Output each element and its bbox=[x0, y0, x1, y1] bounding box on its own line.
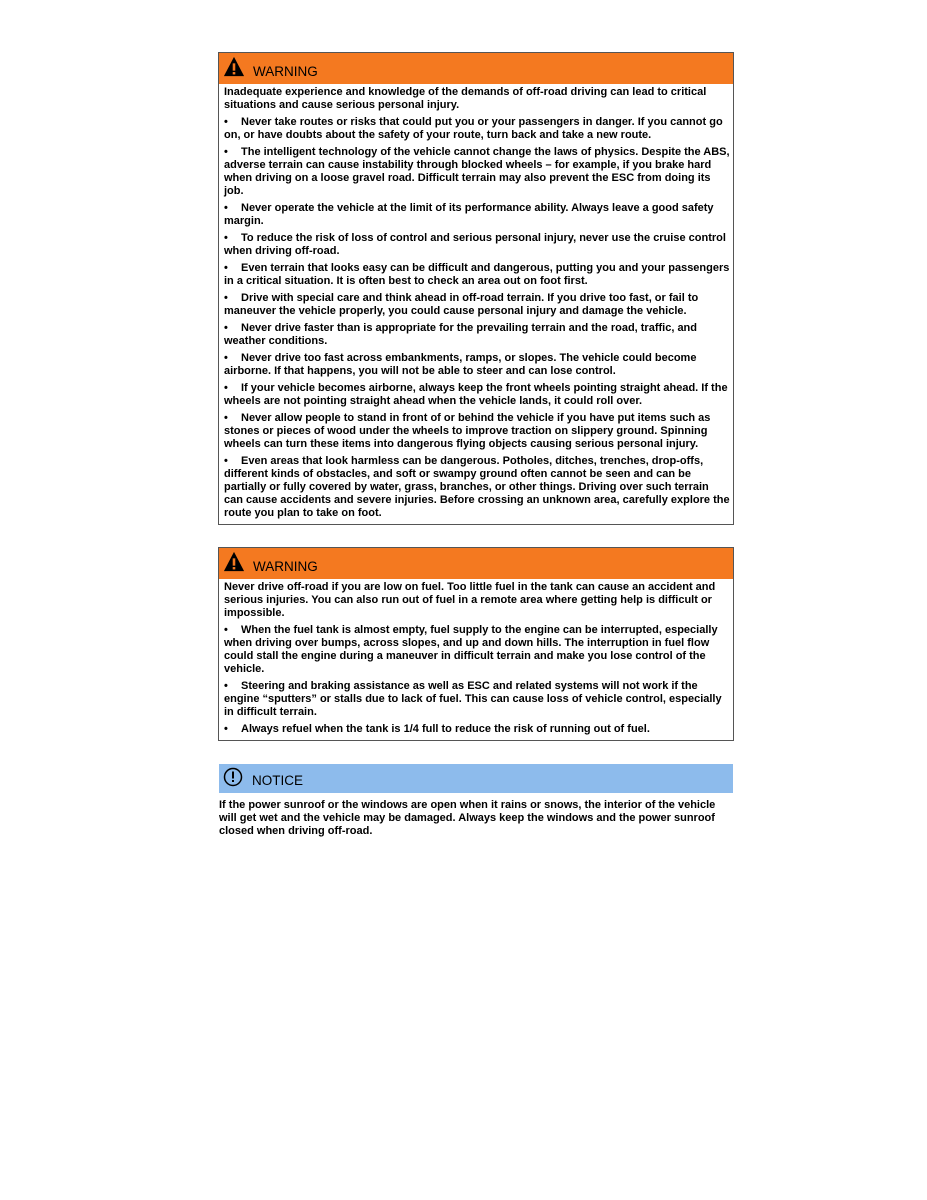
warning-body bbox=[219, 579, 733, 740]
bullet-item: • Even areas that look harmless can be dangerous. Potholes, ditches, trenches, drop-offs, different kinds of obstacles, and soft or swampy ground often cannot be seen and can be partially or fully covered by water, grass, branches, or other things. Driving over such terrain can cause accidents and severe injuries. Before crossing an unknown area, carefully explore the route you plan to take on foot. bbox=[224, 455, 730, 519]
bullet-item: • Never drive faster than is appropriate for the prevailing terrain and the road, traffic, and weather conditions. bbox=[224, 322, 698, 347]
bullet-item: • Drive with special care and think ahead in off-road terrain. If you drive too fast, or fail to maneuver the vehicle properly, you could cause personal injury and damage the vehicle. bbox=[224, 292, 699, 317]
warning-intro: Inadequate experience and knowledge of the demands of off-road driving can lead to critical situations and cause serious personal injury. bbox=[224, 86, 707, 111]
warning-header bbox=[219, 548, 733, 579]
bullet-item: • When the fuel tank is almost empty, fuel supply to the engine can be interrupted, especially when driving over bumps, across slopes, and up and down hills. The interruption in fuel flow could stall the engine during a maneuver in difficult terrain and make you lose control of the vehicle. bbox=[224, 624, 718, 675]
bullet-item: • To reduce the risk of loss of control and serious personal injury, never use the cruise control when driving off-road. bbox=[224, 232, 726, 257]
bullet-item: • If your vehicle becomes airborne, always keep the front wheels pointing straight ahead. If the wheels are not pointing straight ahead when the vehicle lands, it could roll over. bbox=[224, 382, 728, 407]
bullet-item: • Even terrain that looks easy can be difficult and dangerous, putting you and your passengers in a critical situation. It is often best to check an area out on foot first. bbox=[224, 262, 730, 287]
bullet-item: • Never take routes or risks that could put you or your passengers in danger. If you cannot go on, or have doubts about the safety of your route, turn back and take a new route. bbox=[224, 116, 723, 141]
warning-body bbox=[219, 84, 733, 524]
bullet-item: • Never operate the vehicle at the limit of its performance ability. Always leave a good safety margin. bbox=[224, 202, 714, 227]
warning-header bbox=[219, 53, 733, 84]
exclamation-circle-icon bbox=[223, 767, 243, 787]
bullet-item: • Steering and braking assistance as well as ESC and related systems will not work if the engine “sputters” or stalls due to lack of fuel. This can cause loss of vehicle control, especially in difficult terrain. bbox=[224, 680, 722, 718]
warning-intro: Never drive off-road if you are low on fuel. Too little fuel in the tank can cause an accident and serious injuries. You can also run out of fuel in a remote area where getting help is difficult or impossible. bbox=[224, 581, 716, 619]
warning-box-low-fuel bbox=[218, 547, 734, 741]
bullet-item: • Never drive too fast across embankments, ramps, or slopes. The vehicle could become airborne. If that happens, you will not be able to steer and can lose control. bbox=[224, 352, 697, 377]
bullet-item: • Never allow people to stand in front of or behind the vehicle if you have put items such as stones or pieces of wood under the wheels to improve traction on slippery ground. Spinning wheels can turn these items into dangerous flying objects causing serious personal injury. bbox=[224, 412, 711, 450]
notice-title: NOTICE bbox=[252, 773, 304, 788]
bullet-item: • Always refuel when the tank is 1/4 full to reduce the risk of running out of fuel. bbox=[224, 723, 650, 735]
warning-title: WARNING bbox=[253, 559, 318, 574]
notice-header bbox=[219, 764, 733, 793]
bullet-item: • The intelligent technology of the vehicle cannot change the laws of physics. Despite the ABS, adverse terrain can cause instability through blocked wheels – for example, if you brake hard when driving on a loose gravel road. Difficult terrain may also prevent the ESC from doing its job. bbox=[224, 146, 730, 197]
warning-triangle-icon bbox=[223, 56, 245, 78]
warning-triangle-icon bbox=[223, 551, 245, 573]
warning-title: WARNING bbox=[253, 64, 318, 79]
warning-box-offroad-experience bbox=[218, 52, 734, 525]
notice-text: If the power sunroof or the windows are open when it rains or snows, the interior of the vehicle will get wet and the vehicle may be damaged. Always keep the windows and the power sunroof closed when driving off-road. bbox=[219, 799, 716, 837]
